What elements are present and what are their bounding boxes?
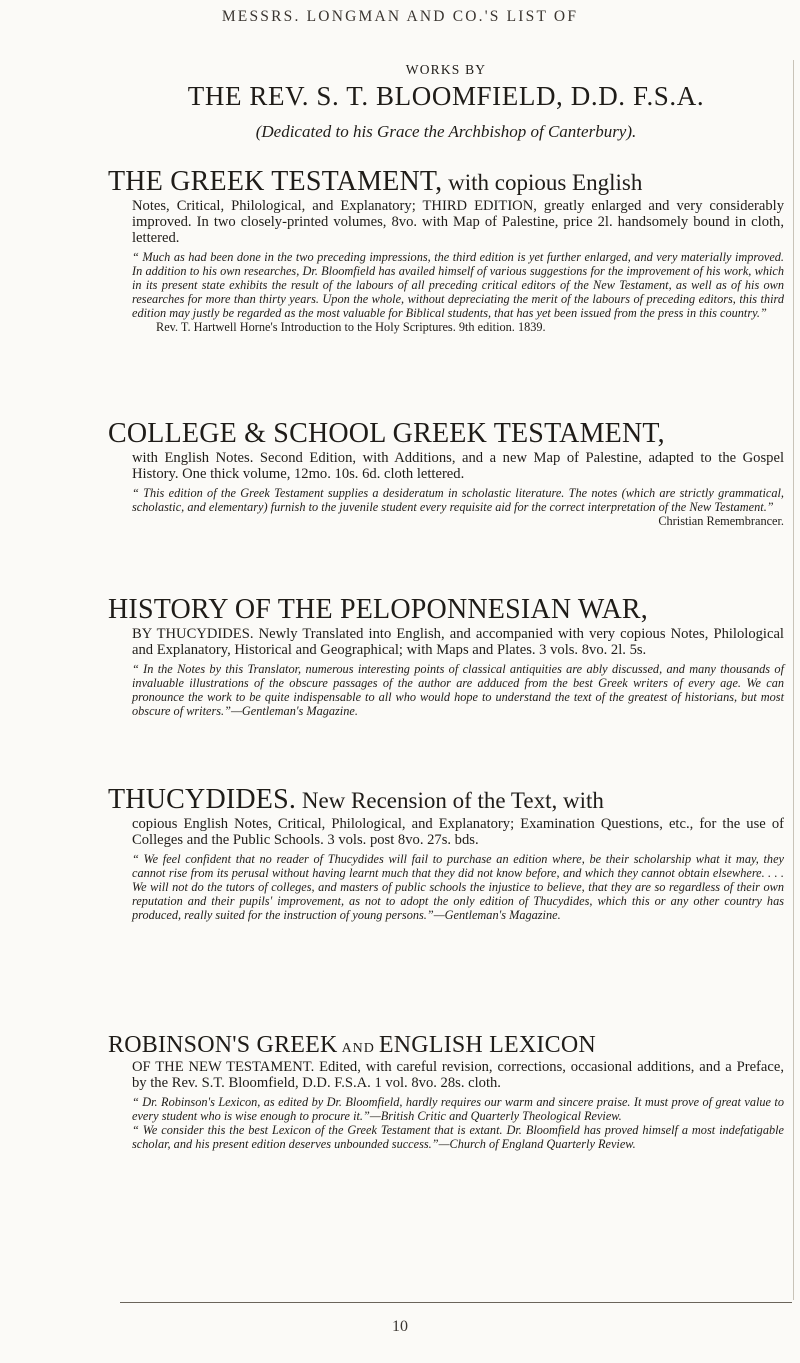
entry-review-quote: “ Dr. Robinson's Lexicon, as edited by Dr. Bloomfield, hardly requires our warm and sincere praise. It must prove of great value to every student who is wise enough to procure it.”—British Critic and Quarterly Theological Review. [132,1095,784,1123]
right-edge-rule [793,60,794,1300]
entry-title-lead: ROBINSON'S GREEK [108,1032,338,1058]
entry-title-lead: THE GREEK TESTAMENT, [108,166,443,197]
entry-review-source: Rev. T. Hartwell Horne's Introduction to the Holy Scriptures. 9th edition. 1839. [156,320,546,334]
entry-review-source: Christian Remembrancer. [658,514,784,528]
entry-title [108,1032,784,1059]
entry-review-quote: “ Much as had been done in the two preceding impressions, the third edition is yet further enlarged, and very materially improved. In addition to his own researches, Dr. Bloomfield has availed himself of various suggestions for the improvement of his work, which in its present state exhibits the result of the labours of all preceding critical editors of the New Testament, as well as of his own researches for more than thirty years. Upon the whole, without depreciating the merit of the labours of preceding editors, this third edition may justly be regarded as the most valuable for Biblical students, that has yet been issued from the press in this country.” [132,250,784,320]
entry-description: Notes, Critical, Philological, and Explanatory; THIRD EDITION, greatly enlarged and very considerably improved. In two closely-printed volumes, 8vo. with Map of Palestine, price 2l. handsomely bound in cloth, lettered. [132,198,784,246]
entry-review-quote: “ This edition of the Greek Testament supplies a desideratum in scholastic literature. The notes (which are strictly grammatical, scholastic, and elementary) furnish to the juvenile student every requisite aid for the correct interpretation of the New Testament.” [132,486,784,514]
bottom-rule [120,1302,792,1303]
entry-review-quote: “ In the Notes by this Translator, numerous interesting points of classical antiquities are ably discussed, and many thousands of invaluable illustrations of the obscure passages of the author are adduced from the best Greek writers of every age. We can pronounce the work to be quite indispensable to all who would hope to understand the text of the greatest of historians, but most obscure of writers.”—Gentleman's Magazine. [132,662,784,718]
entry-title [108,418,784,450]
author-heading: THE REV. S. T. BLOOMFIELD, D.D. F.S.A. [187,81,705,111]
entry-thucydides-recension [108,784,784,922]
entry-title-tail: ENGLISH LEXICON [378,1032,596,1058]
entry-description: OF THE NEW TESTAMENT. Edited, with careful revision, corrections, occasional additions, and a Preface, by the Rev. S.T. Bloomfield, D.D. F.S.A. 1 vol. 8vo. 28s. cloth. [132,1059,784,1091]
entry-title [108,784,784,816]
works-by-heading: WORKS BY [405,62,487,77]
entry-title-tail: with copious English [442,170,643,195]
entry-robinson-lexicon [108,1032,784,1151]
entry-title-lead: THUCYDIDES. [108,784,297,815]
entry-title-lead: HISTORY OF THE PELOPONNESIAN WAR, [108,594,648,625]
entry-review-quote-second: “ We consider this the best Lexicon of the Greek Testament that is extant. Dr. Bloomfield has proved himself a most indefatigable scholar, and his present edition deserves unbounded success.”—Church of England Quarterly Review. [132,1123,784,1151]
entry-description: with English Notes. Second Edition, with Additions, and a new Map of Palestine, adapted to the Gospel History. One thick volume, 12mo. 10s. 6d. cloth lettered. [132,450,784,482]
entry-greek-testament [108,166,784,334]
entry-description: copious English Notes, Critical, Philological, and Explanatory; Examination Questions, etc., for the use of Colleges and the Public Schools. 3 vols. post 8vo. 27s. bds. [132,816,784,848]
entry-peloponnesian-war [108,594,784,718]
entry-review-quote: “ We feel confident that no reader of Thucydides will fail to purchase an edition where, be their scholarship what it may, they cannot rise from its perusal without having learnt much that they did not know before, and which they cannot obtain elsewhere. . . . We will not do the tutors of colleges, and masters of public schools the injustice to believe, that they are so regardless of their own reputation and their pupils' improvement, as not to adopt the only edition of Thucydides, which this or any other country has produced, really suited for the instruction of young persons.”—Gentleman's Magazine. [132,852,784,922]
dedication-line: (Dedicated to his Grace the Archbishop of Canterbury). [255,122,637,141]
entry-title [108,594,784,626]
entry-title-lead: COLLEGE & SCHOOL GREEK TESTAMENT, [108,418,665,449]
running-head: MESSRS. LONGMAN AND CO.'S LIST OF [221,8,579,25]
intro-section [108,62,784,142]
entry-college-school-testament [108,418,784,528]
entry-title [108,166,784,198]
entry-title-conjunction: AND [341,1041,375,1056]
entry-title-tail: New Recension of the Text, with [296,788,604,813]
page-number: 10 [392,1318,408,1335]
entry-description: BY THUCYDIDES. Newly Translated into English, and accompanied with very copious Notes, Philological and Explanatory, Historical and Geographical; with Maps and Plates. 3 vols. 8vo. 2l. 5s. [132,626,784,658]
